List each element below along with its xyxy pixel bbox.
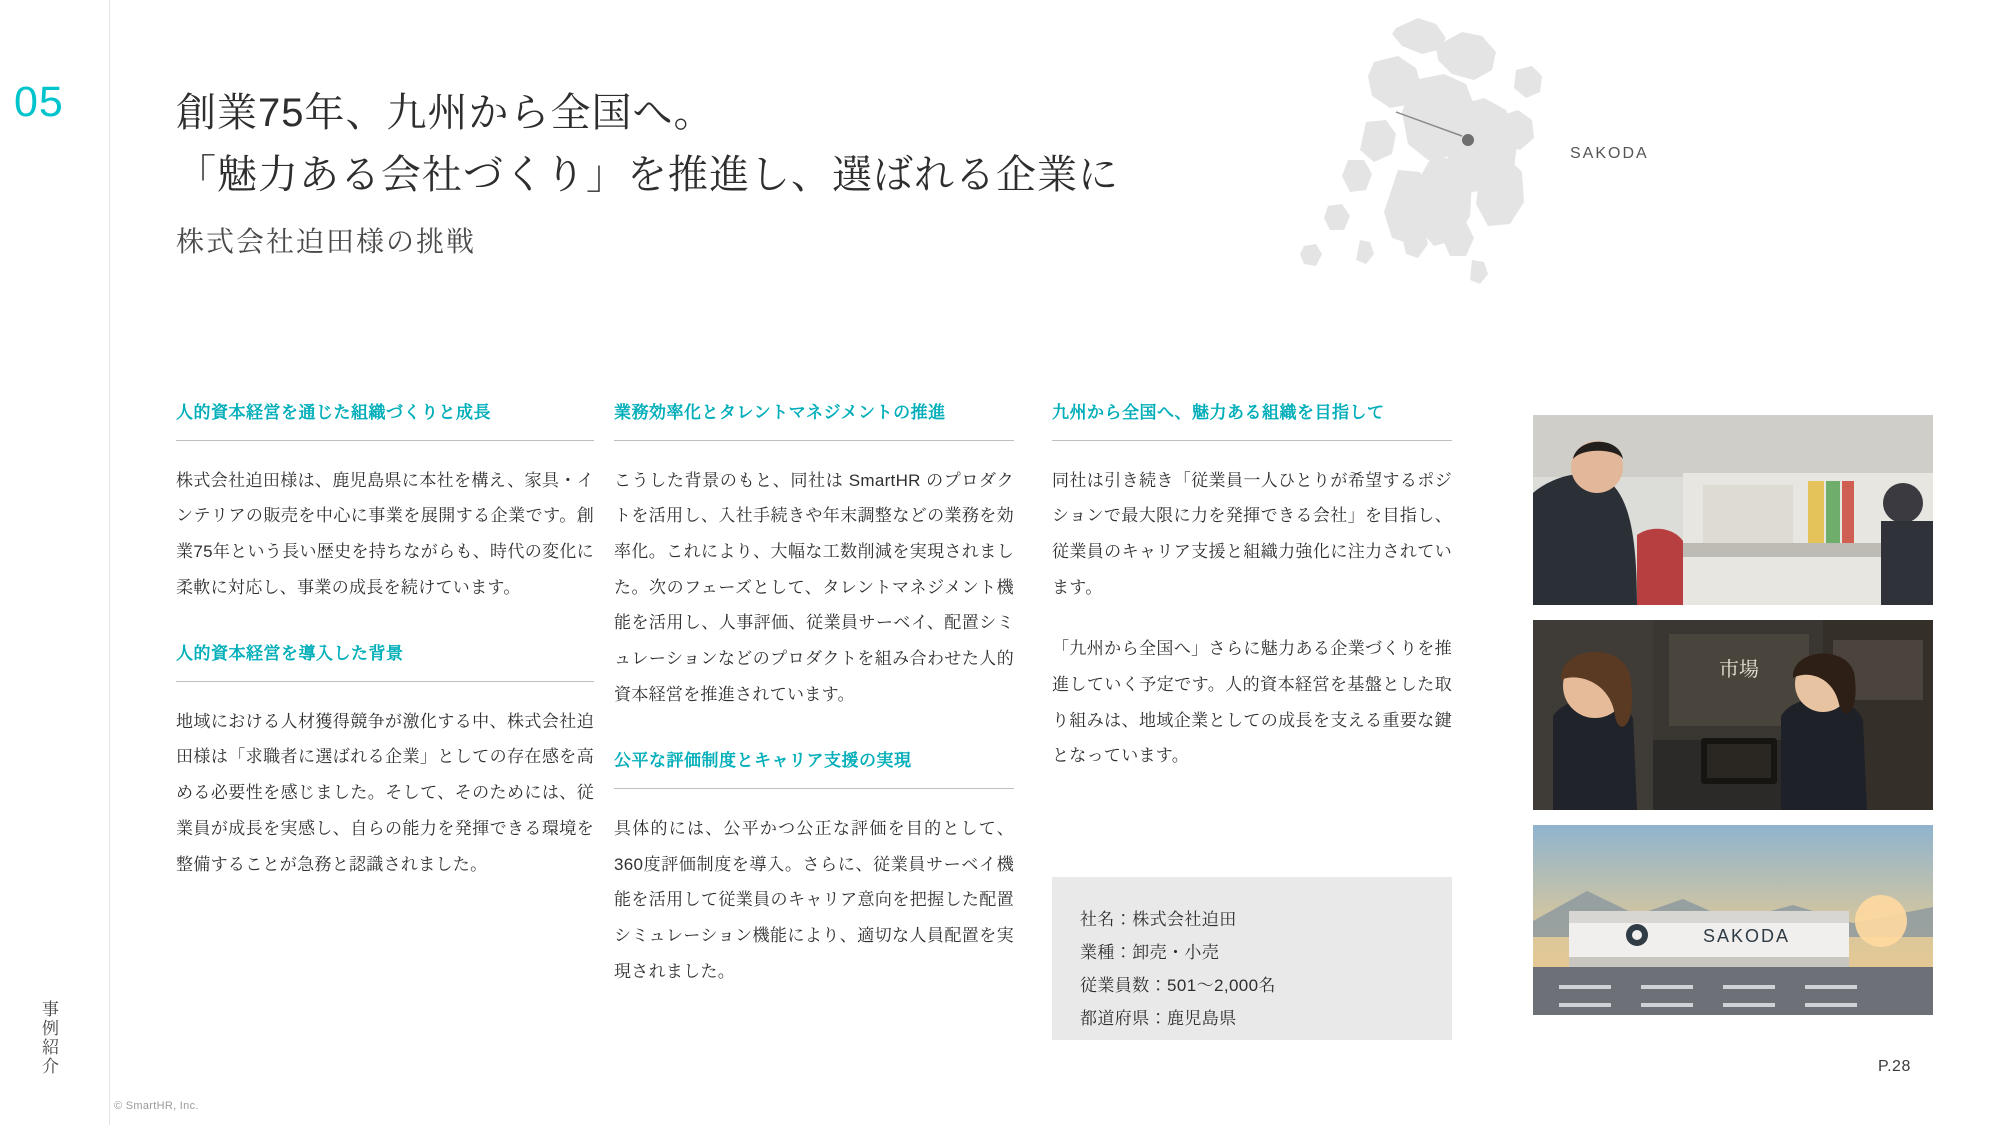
- content-column-2: [614, 400, 1014, 1025]
- divider: [176, 440, 594, 441]
- kyushu-map: [1200, 10, 1560, 310]
- content-block: [176, 400, 594, 605]
- map-pin-icon: [1462, 134, 1474, 146]
- divider: [614, 788, 1014, 789]
- content-column-1: [176, 400, 594, 918]
- block-body: 地域における人材獲得競争が激化する中、株式会社迫田様は「求職者に選ばれる企業」としての存在感を高める必要性を感じました。そして、そのためには、従業員が成長を実感し、自らの能力を発揮できる環境を整備することが急務と認識されました。: [176, 711, 594, 874]
- block-body: こうした背景のもと、同社は SmartHR のプロダクトを活用し、入社手続きや年末調整などの業務を効率化。これにより、大幅な工数削減を実現されました。次のフェーズとして、タレントマネジメント機能を活用し、人事評価、従業員サーベイ、配置シミュレーションなどのプロダクトを組み合わせた人的資本経営を推進されています。: [614, 470, 1014, 704]
- block-heading: 人的資本経営を通じた組織づくりと成長: [176, 403, 491, 422]
- divider: [1052, 440, 1452, 441]
- photo-store-exterior: [1533, 825, 1933, 1015]
- block-body: 具体的には、公平かつ公正な評価を目的として、360度評価制度を導入。さらに、従業員サーベイ機能を活用して従業員のキャリア意向を把握した配置シミュレーション機能により、適切な人員配置を実現されました。: [614, 818, 1014, 981]
- photo-office-interview: [1533, 415, 1933, 605]
- map-label: SAKODA: [1570, 145, 1649, 162]
- content-block: [1052, 400, 1452, 774]
- block-body-secondary: 「九州から全国へ」さらに魅力ある企業づくりを推進していく予定です。人的資本経営を基盤とした取り組みは、地域企業としての成長を支える重要な鍵となっています。: [1052, 639, 1452, 766]
- block-heading: 九州から全国へ、魅力ある組織を目指して: [1052, 403, 1385, 422]
- section-vertical-label: 事例紹介: [38, 1000, 58, 1076]
- content-column-3: [1052, 400, 1452, 810]
- content-block: [614, 748, 1014, 989]
- info-row-employees: 従業員数：501〜2,000名: [1080, 976, 1276, 996]
- company-info-box: [1052, 877, 1452, 1040]
- store-sign-text: SAKODA: [1703, 926, 1791, 946]
- title-line-1: 創業75年、九州から全国へ。: [176, 91, 715, 135]
- divider: [176, 681, 594, 682]
- info-row-industry: 業種：卸売・小売: [1080, 943, 1220, 963]
- copyright-notice: © SmartHR, Inc.: [114, 1100, 199, 1112]
- block-heading: 人的資本経営を導入した背景: [176, 644, 404, 664]
- divider: [614, 440, 1014, 441]
- page-number: P.28: [1878, 1058, 1911, 1075]
- content-block: [176, 641, 594, 882]
- photo-store-service: [1533, 620, 1933, 810]
- block-body: 同社は引き続き「従業員一人ひとりが希望するポジションで最大限に力を発揮できる会社」を目指し、従業員のキャリア支援と組織力強化に注力されています。: [1052, 470, 1452, 597]
- info-row-prefecture: 都道府県：鹿児島県: [1080, 1009, 1237, 1029]
- block-body: 株式会社迫田様は、鹿児島県に本社を構え、家具・インテリアの販売を中心に事業を展開する企業です。創業75年という長い歴史を持ちながらも、時代の変化に柔軟に対応し、事業の成長を続けています。: [176, 470, 594, 597]
- svg-text:市場: 市場: [1719, 659, 1759, 681]
- page-subtitle: 株式会社迫田様の挑戦: [176, 226, 477, 257]
- title-line-2: 「魅力ある会社づくり」を推進し、選ばれる企業に: [176, 153, 1119, 197]
- block-heading: 業務効率化とタレントマネジメントの推進: [614, 403, 946, 422]
- block-heading: 公平な評価制度とキャリア支援の実現: [614, 751, 912, 771]
- map-icon: [1200, 10, 1560, 310]
- left-rail: [0, 0, 110, 1125]
- info-row-company-name: 社名：株式会社迫田: [1080, 910, 1237, 929]
- section-number: 05: [14, 78, 64, 126]
- content-block: [614, 400, 1014, 712]
